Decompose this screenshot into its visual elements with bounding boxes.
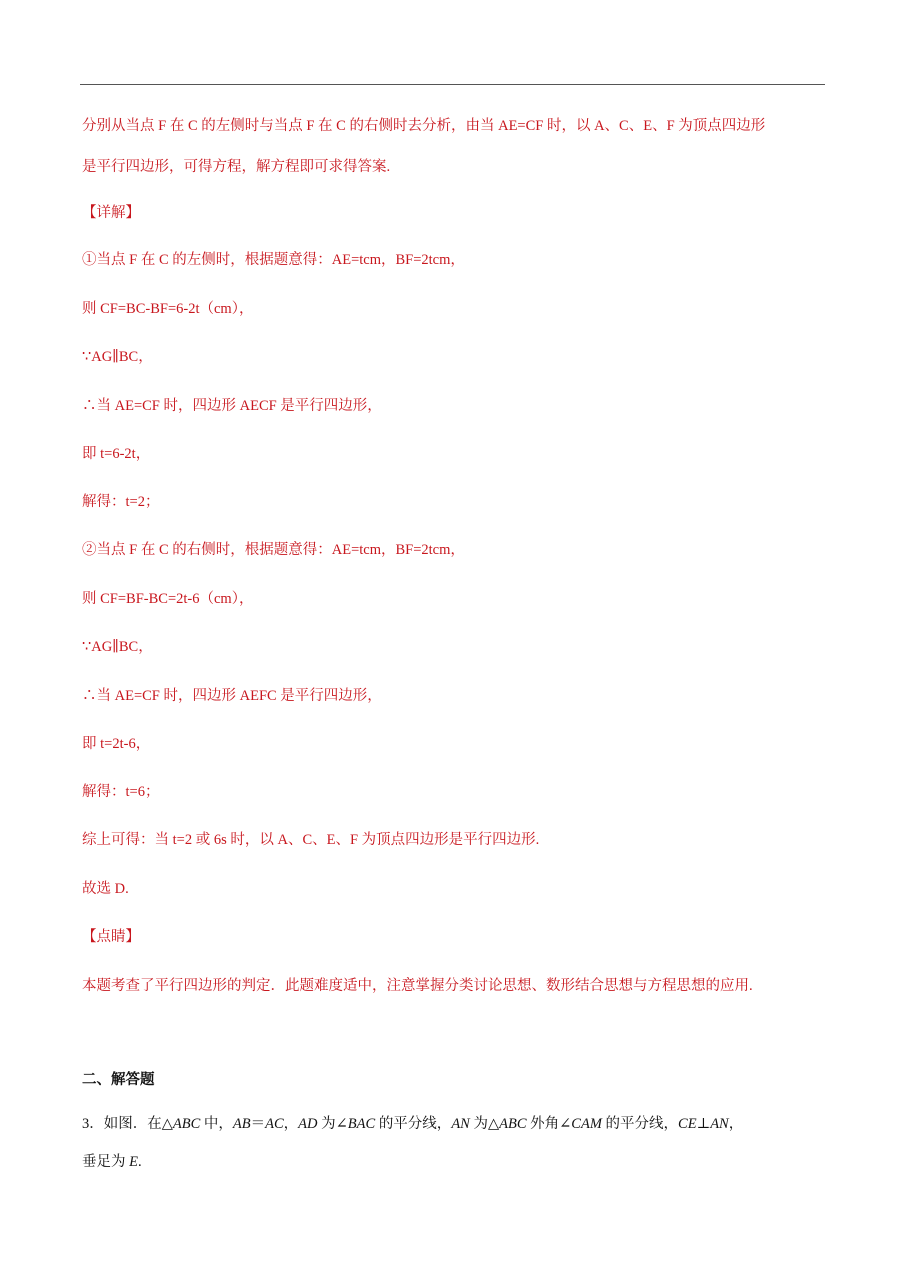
detail-line-13: 综上可得：当 t=2 或 6s 时，以 A、C、E、F 为顶点四边形是平行四边形.: [82, 832, 540, 848]
analysis-line-1: 分别从当点 F 在 C 的左侧时与当点 F 在 C 的右侧时去分析，由当 AE=CF 时，以 A、C、E、F 为顶点四边形: [82, 118, 766, 134]
problem-text: 垂足为: [82, 1154, 130, 1170]
problem-line-1: [82, 1114, 743, 1134]
detail-line-5: 即 t=6-2t，: [82, 446, 151, 462]
detail-line-3: ∵AG∥BC，: [82, 349, 153, 365]
detail-line-4: ∴当 AE=CF 时，四边形 AECF 是平行四边形，: [82, 398, 382, 414]
detail-line-2: 则 CF=BC-BF=6-2t（cm），: [82, 301, 254, 317]
math-var: CAM: [571, 1116, 602, 1132]
comment-heading: 【点睛】: [82, 929, 140, 945]
detail-line-9: ∵AG∥BC，: [82, 639, 153, 655]
problem-text: 的平分线，: [375, 1116, 452, 1132]
math-var: AN: [451, 1116, 470, 1132]
detail-line-14: 故选 D.: [82, 881, 129, 897]
problem-text: ＝: [250, 1116, 266, 1132]
problem-text: ⊥: [696, 1116, 711, 1132]
problem-text: ，: [283, 1116, 299, 1132]
math-var: E: [129, 1154, 138, 1170]
detail-line-12: 解得：t=6；: [82, 784, 160, 800]
detail-line-8: 则 CF=BF-BC=2t-6（cm），: [82, 591, 254, 607]
problem-text: 3．如图．在△: [82, 1116, 173, 1132]
comment-text: 本题考查了平行四边形的判定．此题难度适中，注意掌握分类讨论思想、数形结合思想与方程思想的应用.: [82, 978, 753, 994]
detail-line-6: 解得：t=2；: [82, 494, 160, 510]
analysis-line-2: 是平行四边形，可得方程，解方程即可求得答案.: [82, 159, 391, 175]
problem-text: 外角∠: [526, 1116, 572, 1132]
problem-text: 为△: [469, 1116, 500, 1132]
header-rule: [80, 84, 825, 85]
math-var: AD: [298, 1116, 318, 1132]
detail-line-7: ②当点 F 在 C 的右侧时，根据题意得：AE=tcm，BF=2tcm，: [82, 542, 465, 558]
math-var: AN: [710, 1116, 729, 1132]
problem-line-2: [82, 1152, 142, 1172]
problem-text: 的平分线，: [601, 1116, 679, 1132]
detail-line-10: ∴当 AE=CF 时，四边形 AEFC 是平行四边形，: [82, 688, 382, 704]
section-heading: 二、解答题: [82, 1072, 155, 1088]
detail-heading: 【详解】: [82, 205, 140, 221]
detail-line-11: 即 t=2t-6，: [82, 736, 151, 752]
problem-text: 为∠: [317, 1116, 348, 1132]
math-var: BAC: [347, 1116, 376, 1132]
math-var: AC: [265, 1116, 284, 1132]
math-var: ABC: [172, 1116, 201, 1132]
math-var: CE: [678, 1116, 697, 1132]
problem-text: .: [137, 1154, 142, 1170]
math-var: ABC: [499, 1116, 527, 1132]
detail-line-1: ①当点 F 在 C 的左侧时，根据题意得：AE=tcm，BF=2tcm，: [82, 252, 465, 268]
problem-text: ，: [728, 1116, 744, 1132]
math-var: AB: [232, 1116, 251, 1132]
problem-text: 中，: [200, 1116, 233, 1132]
